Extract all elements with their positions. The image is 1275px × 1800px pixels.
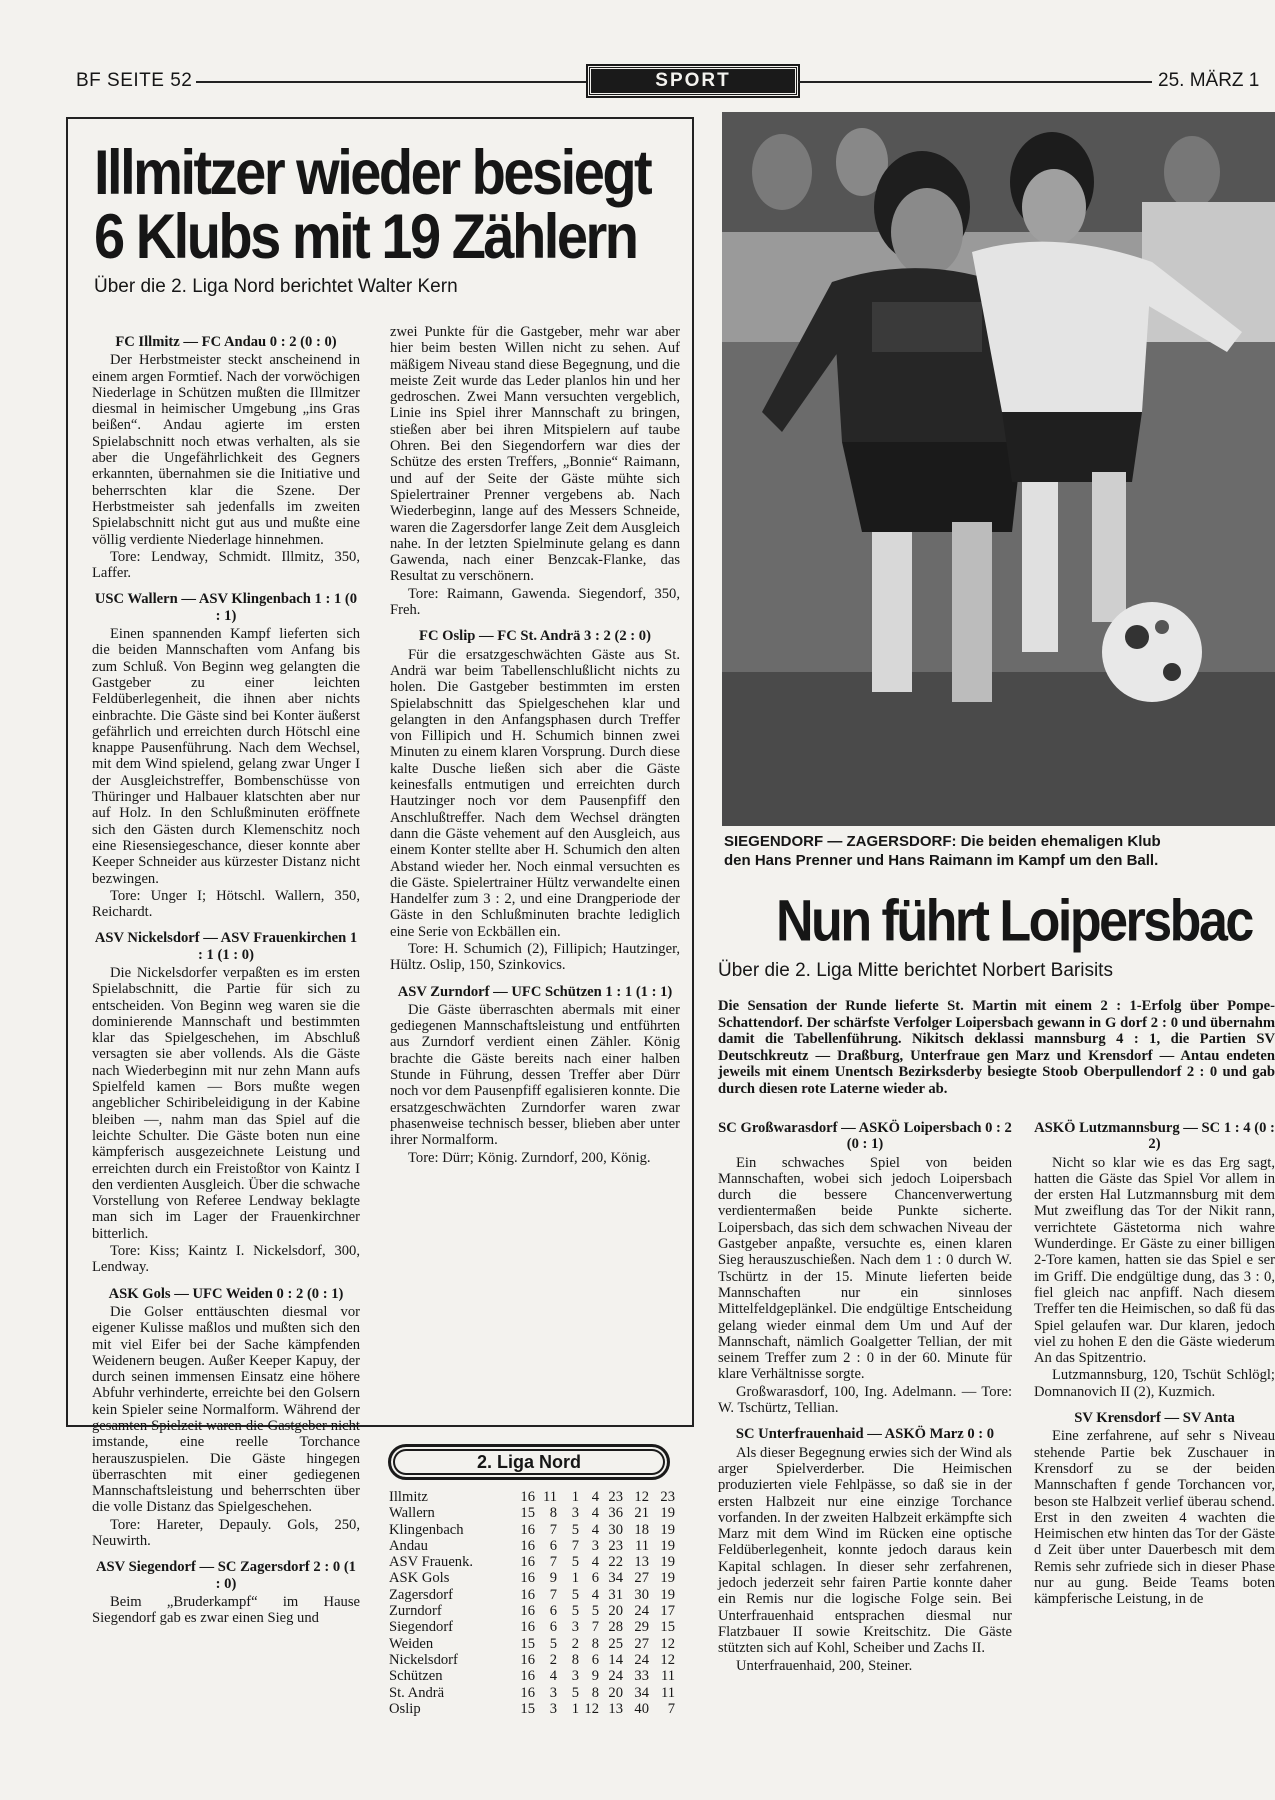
table-cell-value: 5 <box>571 1586 579 1603</box>
table-cell-value: 1 <box>571 1570 579 1587</box>
table-cell-team: Zagersdorf <box>389 1586 454 1603</box>
table-cell-value: 40 <box>634 1700 649 1717</box>
table-cell-value: 20 <box>608 1603 623 1620</box>
table-cell-value: 3 <box>571 1668 579 1685</box>
table-cell-value: 11 <box>660 1684 675 1701</box>
article2-subhead: Über die 2. Liga Mitte berichtet Norbert Barisits <box>718 960 1113 981</box>
match-title: USC Wallern — ASV Klingenbach 1 : 1 (0 : 1) <box>94 591 358 624</box>
header-rule-right <box>798 81 1152 83</box>
table-cell-value: 16 <box>520 1651 535 1668</box>
table-row <box>389 1570 675 1586</box>
match-report: Einen spannenden Kampf lieferten sich die beiden Mannschaften vom Anfang bis zum Schluß. Von Beginn weg gelangten die Gastgeber zu einer leichten Feldüberlegenheit, die ihnen aber nichts einbrachte. Die Gäste sind bei Konter äußerst gefährlich und erreichten durch Hötschl eine knappe Pausenführung. Nach dem Wechsel, mit dem Wind spielend, gelang zwar Unger I der Ausgleichstreffer, Bombenschüsse von Thüringer und Halbauer klatschten aber nur auf Holz. In den Schlußminuten eröffnete sich den Gästen durch Klemenschitz noch eine Riesensiegeschance, dieser konnte aber Keeper Schneider aus kürzester Distanz nicht bezwingen. <box>92 626 360 887</box>
table-row <box>389 1603 675 1619</box>
standings-table <box>389 1489 675 1717</box>
photo-caption-line2: den Hans Prenner und Hans Raimann im Kampf um den Ball. <box>724 852 1159 869</box>
table-row <box>389 1619 675 1635</box>
table-cell-team: Siegendorf <box>389 1619 454 1636</box>
table-cell-value: 14 <box>608 1651 623 1668</box>
table-cell-team: Illmitz <box>389 1489 428 1505</box>
table-cell-team: Nickelsdorf <box>389 1651 458 1668</box>
table-cell-value: 16 <box>520 1668 535 1685</box>
table-cell-value: 5 <box>571 1521 579 1538</box>
article1-column1 <box>92 334 360 1628</box>
table-cell-value: 6 <box>549 1619 557 1636</box>
table-cell-value: 4 <box>591 1505 599 1522</box>
table-row <box>389 1505 675 1521</box>
table-cell-value: 27 <box>634 1570 649 1587</box>
table-cell-value: 3 <box>591 1537 599 1554</box>
table-cell-value: 12 <box>584 1700 599 1717</box>
table-cell-value: 4 <box>591 1554 599 1571</box>
table-cell-value: 3 <box>549 1684 557 1701</box>
match-scorers: Tore: Raimann, Gawenda. Siegendorf, 350, Freh. <box>390 585 680 619</box>
page-number: BF SEITE 52 <box>76 70 193 91</box>
table-cell-value: 3 <box>571 1505 579 1522</box>
table-cell-value: 6 <box>549 1603 557 1620</box>
table-cell-value: 7 <box>549 1521 557 1538</box>
table-cell-value: 2 <box>549 1651 557 1668</box>
table-cell-value: 8 <box>549 1505 557 1522</box>
table-cell-value: 36 <box>608 1505 623 1522</box>
table-cell-value: 23 <box>660 1489 675 1505</box>
table-row <box>389 1685 675 1701</box>
article1-headline-line2: 6 Klubs mit 19 Zählern <box>94 201 637 272</box>
table-cell-value: 19 <box>660 1586 675 1603</box>
table-cell-value: 20 <box>608 1684 623 1701</box>
article2-column2 <box>1034 1120 1275 1609</box>
table-cell-value: 16 <box>520 1521 535 1538</box>
table-cell-value: 4 <box>591 1489 599 1505</box>
table-cell-team: Weiden <box>389 1635 434 1652</box>
table-cell-value: 11 <box>634 1537 649 1554</box>
table-cell-value: 3 <box>571 1619 579 1636</box>
match-title: SC Unterfrauenhaid — ASKÖ Marz 0 : 0 <box>735 1426 995 1443</box>
match-report: Für die ersatzgeschwächten Gäste aus St. Andrä war beim Tabellenschlußlicht nichts zu holen. Die Gastgeber bestimmten im ersten Spielabschnitt das Spielgeschehen klar und gelangten in den Anfangsphasen durch Treffer von Fillipich und H. Schumich binnen zwei Minuten zu einem klaren Vorsprung. Durch diese kalte Dusche ließen sich aber die Gäste keinesfalls entmutigen und erreichten durch Hautzinger noch vor dem Pausenpfiff den Anschlußtreffer. Nach dem Wechsel drängten dann die Gäste vehement auf den Ausgleich, aus einem Konter stellte aber H. Schumich den alten Abstand wieder her. Noch einmal versuchten es die Gäste. Spielertrainer Hültz verwandelte einen Handelfer zum 3 : 2, und eine Drangperiode der Gäste in den Schlußminuten brachte lediglich eine Serie von Eckbällen ein. <box>390 646 680 940</box>
photo-caption-line1: SIEGENDORF — ZAGERSDORF: Die beiden ehemaligen Klub <box>724 833 1161 850</box>
table-cell-value: 4 <box>591 1586 599 1603</box>
table-cell-value: 16 <box>520 1586 535 1603</box>
table-cell-team: St. Andrä <box>389 1684 445 1701</box>
table-row <box>389 1701 675 1717</box>
table-cell-team: Wallern <box>389 1505 435 1522</box>
table-cell-value: 5 <box>571 1684 579 1701</box>
table-cell-value: 6 <box>591 1651 599 1668</box>
table-cell-value: 7 <box>591 1619 599 1636</box>
table-cell-value: 16 <box>520 1684 535 1701</box>
table-cell-value: 1 <box>571 1700 579 1717</box>
table-cell-value: 7 <box>667 1700 675 1717</box>
table-cell-value: 7 <box>549 1586 557 1603</box>
table-row <box>389 1652 675 1668</box>
match-report: Die Golser enttäuschten diesmal vor eigener Kulisse maßlos und mußten sich den mit viel Eifer bei der Sache kämpfenden Weidenern beugen. Außer Keeper Kapuy, der durch seinen immensen Einsatz eine höhere Abfuhr verhinderte, erreichte bei den Golsern kein Spieler seine Normalform. Während der gesamten Spielzeit waren die Gastgeber nicht imstande, eine reelle Torchance herauszuspielen. Die Gäste hingegen überraschten mit einer gediegenen Mannschaftsleistung und beherrschten über die volle Distanz das Spielgeschehen. <box>92 1303 360 1516</box>
table-cell-value: 6 <box>549 1537 557 1554</box>
table-cell-team: Schützen <box>389 1668 443 1685</box>
table-cell-value: 24 <box>634 1651 649 1668</box>
table-cell-value: 5 <box>571 1603 579 1620</box>
table-cell-value: 19 <box>660 1521 675 1538</box>
table-cell-value: 4 <box>549 1668 557 1685</box>
table-cell-value: 34 <box>634 1684 649 1701</box>
match-scorers: Unterfrauenhaid, 200, Steiner. <box>736 1657 913 1674</box>
table-cell-value: 21 <box>634 1505 649 1522</box>
table-cell-value: 12 <box>660 1635 675 1652</box>
match-scorers: Lutzmannsburg, 120, Tschüt Schlögl; Domnanovich II (2), Kuzmich. <box>1034 1367 1275 1400</box>
match-scorers: Tore: Hareter, Depauly. Gols, 250, Neuwirth. <box>92 1516 360 1550</box>
table-cell-value: 30 <box>608 1521 623 1538</box>
table-cell-value: 7 <box>571 1537 579 1554</box>
match-scorers: Tore: H. Schumich (2), Fillipich; Hautzinger, Hültz. Oslip, 150, Szinkovics. <box>390 940 680 974</box>
match-title: ASV Zurndorf — UFC Schützen 1 : 1 (1 : 1) <box>397 983 673 1000</box>
match-scorers: Tore: Kiss; Kaintz I. Nickelsdorf, 300, Lendway. <box>92 1243 360 1276</box>
table-row <box>389 1636 675 1652</box>
table-cell-value: 8 <box>591 1635 599 1652</box>
table-cell-value: 16 <box>520 1570 535 1587</box>
article2-column1 <box>718 1120 1012 1678</box>
issue-date: 25. MÄRZ 1 <box>1158 70 1260 91</box>
table-cell-value: 16 <box>520 1489 535 1505</box>
match-report: Die Nickelsdorfer verpaßten es im ersten Spielabschnitt, die Partie für sich zu entscheiden. Von Beginn weg waren sie die dominierende Mannschaft und bestimmten klar das Spielgeschehen, im Abschluß versagten sie aber vollends. Als die Gäste nach Wiederbeginn mit nur zehn Mann aufs Spielfeld kamen — Bors mußte wegen angeblicher Schiribeleidigung in der Kabine bleiben —, nahm man das Spiel auf die leichte Schulter. Die Gäste boten nun eine kämpferisch ausgezeichnete Leistung und erreichten durch ein Freistoßtor von Kaintz I den verdienten Ausgleich. Über die schwache Vorstellung von Referee Lendway beklagte man sich im Lager der Frauenkirchner bitterlich. <box>92 964 360 1242</box>
table-cell-value: 4 <box>591 1521 599 1538</box>
table-cell-value: 15 <box>520 1700 535 1717</box>
match-title: FC Illmitz — FC Andau 0 : 2 (0 : 0) <box>115 334 337 350</box>
match-report: Als dieser Begegnung erwies sich der Wind als arger Spielverderber. Die Heimischen produzierten viele Fehlpässe, so daß sie in der ersten Halbzeit nur eine einzige Torchance vorfanden. In der zweiten Halbzeit erkämpfte sich Marz mit dem Wind im Rücken eine optische Feldüberlegenheit, konnte jedoch daraus kein Kapital schlagen. In dieser sehr zerfahrenen, jedoch jederzeit sehr fairen Partie konnte daher ein Remis nur die logische Folge sein. Bei Unterfrauenhaid entsprachen diesmal nur Flatzbauer II sowie Kreitschitz. Die Gäste stützten sich auf Kohl, Scheiber und Zachs II. <box>718 1444 1012 1657</box>
match-title: SV Krensdorf — SV Anta <box>1074 1410 1235 1427</box>
table-cell-value: 8 <box>591 1684 599 1701</box>
table-cell-value: 19 <box>660 1505 675 1522</box>
table-row <box>389 1668 675 1684</box>
table-cell-value: 12 <box>634 1489 649 1505</box>
table-cell-value: 13 <box>608 1700 623 1717</box>
table-cell-value: 16 <box>520 1537 535 1554</box>
article2-lead: Die Sensation der Runde lieferte St. Martin mit einem 2 : 1-Erfolg über Pompe-Schattendorf. Der schärfste Verfolger Loipersbach gewann in G dorf 2 : 0 und übernahm damit die Tabellenführung. Nikitsch deklassi mannsburg 4 : 1, die Partien SV Deutschkreutz — Draßburg, Unterfraue gen Marz und Krensdorf — Antau endeten jeweils mit einem Unentsch Bezirksderby besiegte Stoob Oberpullendorf 2 : 0 und gab durch diesen rote Laterne wieder ab. <box>718 998 1275 1097</box>
table-cell-value: 16 <box>520 1554 535 1571</box>
article1-headline-line1: Illmitzer wieder besiegt <box>94 137 651 208</box>
table-cell-value: 2 <box>571 1635 579 1652</box>
photo-caption <box>724 832 1275 870</box>
table-cell-value: 22 <box>608 1554 623 1571</box>
table-row <box>389 1522 675 1538</box>
match-report: Die Gäste überraschten abermals mit einer gediegenen Mannschaftsleistung und entführten aus Zurndorf verdient einen Zähler. König brachte die Gäste bereits nach einer halben Stunde in Führung, dessen Treffer aber Dürr noch vor dem Pausenpfiff egalisieren konnte. Die ersatzgeschwächten Zurndorfer waren zwar phasenweise technisch besser, blieben aber unter ihrer Normalform. <box>390 1001 680 1149</box>
article2-headline: Nun führt Loipersbac <box>776 889 1252 955</box>
table-cell-value: 16 <box>520 1603 535 1620</box>
article1-subhead: Über die 2. Liga Nord berichtet Walter Kern <box>94 276 458 297</box>
table-title: 2. Liga Nord <box>388 1444 670 1480</box>
table-cell-value: 24 <box>634 1603 649 1620</box>
table-cell-value: 5 <box>591 1603 599 1620</box>
table-cell-value: 12 <box>660 1651 675 1668</box>
table-row <box>389 1538 675 1554</box>
table-row <box>389 1554 675 1570</box>
table-cell-value: 19 <box>660 1537 675 1554</box>
match-photo-illustration <box>722 112 1275 826</box>
match-scorers: Großwarasdorf, 100, Ing. Adelmann. — Tore: W. Tschürtz, Tellian. <box>718 1383 1012 1417</box>
table-cell-value: 18 <box>634 1521 649 1538</box>
match-title: FC Oslip — FC St. Andrä 3 : 2 (2 : 0) <box>419 628 651 645</box>
header-rule-left <box>196 81 588 83</box>
match-report: zwei Punkte für die Gastgeber, mehr war aber hier beim besten Willen nicht zu sehen. Auf mäßigem Niveau stand diese Begegnung, und die meiste Zeit wurde das Leder planlos hin und her gedroschen. Zwei Mann versuchten vergeblich, Linie ins Spiel ihrer Mannschaft zu bringen, stießen aber bei ihren Mitspielern auf taube Ohren. Bei den Siegendorfern war dies der Schütze des ersten Treffers, „Bonnie“ Raimann, und auf der Seite der Gäste mühte sich Spielertrainer Prenner vergebens ab. Nach Wiederbeginn, lange auf des Messers Schneide, waren die Zagersdorfer lange Zeit dem Ausgleich nahe. In der letzten Spielminute gelang es dann Gawenda, nach einer Benzcak-Flanke, das Resultat zu verschönern. <box>390 324 680 585</box>
table-cell-value: 11 <box>660 1668 675 1685</box>
table-cell-value: 23 <box>608 1489 623 1505</box>
table-cell-value: 15 <box>520 1635 535 1652</box>
table-cell-value: 13 <box>634 1554 649 1571</box>
table-cell-team: Zurndorf <box>389 1603 442 1620</box>
table-cell-team: Klingenbach <box>389 1521 464 1538</box>
match-report: Der Herbstmeister steckt anscheinend in einem argen Formtief. Nach der vorwöchigen Niederlage in Schützen mußten die Illmitzer diesmal in heimischer Umgebung „ins Gras beißen“. Andau agierte im ersten Spielabschnitt noch etwas verhalten, als sie aber die Ungefährlichkeit des Gegners erkannten, übernahmen sie die Initiative und beherrschten klar die Szene. Der Herbstmeister sah jedenfalls im zweiten Spielabschnitt nicht gut aus und mußte eine völlig verdiente Niederlage hinnehmen. <box>92 352 360 548</box>
table-cell-value: 1 <box>571 1489 579 1505</box>
table-cell-value: 16 <box>520 1619 535 1636</box>
table-cell-value: 24 <box>608 1668 623 1685</box>
table-cell-value: 9 <box>591 1668 599 1685</box>
table-cell-team: Andau <box>389 1537 428 1554</box>
match-title: ASV Siegendorf — SC Zagersdorf 2 : 0 (1 : 0) <box>96 1559 356 1592</box>
table-cell-value: 15 <box>660 1619 675 1636</box>
table-cell-value: 15 <box>520 1505 535 1522</box>
table-cell-value: 8 <box>571 1651 579 1668</box>
match-report: Beim „Bruderkampf“ im Hause Siegendorf gab es zwar einen Sieg und <box>92 1593 360 1627</box>
table-row <box>389 1587 675 1603</box>
section-label: SPORT <box>588 66 798 96</box>
table-cell-value: 11 <box>542 1489 557 1505</box>
table-cell-value: 28 <box>608 1619 623 1636</box>
table-cell-value: 27 <box>634 1635 649 1652</box>
match-scorers: Tore: Lendway, Schmidt. Illmitz, 350, Laffer. <box>92 548 360 582</box>
match-report: Nicht so klar wie es das Erg sagt, hatten die Gäste das Spiel Vor allem in der ersten Hal Lutzmannsburg mit dem Mut zweiflung das Tor der Nikit rann, verrichtete Gästetorma nich wahre Wunderdinge. Er Gäste zu einer billigen 2-Tore kamen, hatten sie das Spiel e ser im Griff. Die endgültige dung, das 3 : 0, fiel gleich nac anpfiff. Nach diesem Treffer ten die Heimischen, so daß fü das Spiel gelaufen war. Dur klaren, jedoch viel zu hohen E den die Gäste wiederum An das Spitzentrio. <box>1034 1154 1275 1367</box>
table-cell-team: ASK Gols <box>389 1570 450 1587</box>
match-title: ASV Nickelsdorf — ASV Frauenkirchen 1 : 1 (1 : 0) <box>94 930 358 963</box>
table-cell-value: 17 <box>660 1603 675 1620</box>
table-cell-value: 34 <box>608 1570 623 1587</box>
table-cell-value: 29 <box>634 1619 649 1636</box>
table-cell-value: 6 <box>591 1570 599 1587</box>
table-cell-value: 30 <box>634 1586 649 1603</box>
match-report: Ein schwaches Spiel von beiden Mannschaften, wobei sich jedoch Loipersbach durch die bessere Chancenverwertung verdientermaßen beide Punkte sicherte. Loipersbach, das sich dem schwachen Niveau der Gastgeber anpaßte, versuchte es, einen klaren Sieg herauszuschießen. Nach dem 1 : 0 durch W. Tschürtz in der 15. Minute lieferten beide Mannschaften nur ein sinnloses Mittelfeldgeplänkel. Die endgültige Entscheidung gelang wieder einmal dem Um und Auf der Mannschaft, nämlich Goalgetter Tellian, der mit seinem Treffer zum 2 : 0 in der 60. Minute für klare Verhältnisse sorgte. <box>718 1154 1012 1383</box>
table-cell-value: 9 <box>549 1570 557 1587</box>
match-scorers: Tore: Dürr; König. Zurndorf, 200, König. <box>408 1149 651 1166</box>
table-cell-value: 25 <box>608 1635 623 1652</box>
match-photo <box>722 112 1275 826</box>
table-cell-value: 33 <box>634 1668 649 1685</box>
table-cell-value: 23 <box>608 1537 623 1554</box>
match-scorers: Tore: Unger I; Hötschl. Wallern, 350, Reichardt. <box>92 887 360 921</box>
table-cell-team: Oslip <box>389 1700 421 1717</box>
article1-column2 <box>390 324 680 1170</box>
table-cell-team: ASV Frauenk. <box>389 1554 474 1571</box>
table-cell-value: 7 <box>549 1554 557 1571</box>
match-title: ASK Gols — UFC Weiden 0 : 2 (0 : 1) <box>108 1285 344 1302</box>
table-cell-value: 5 <box>571 1554 579 1571</box>
table-row <box>389 1489 675 1505</box>
match-title: ASKÖ Lutzmannsburg — SC 1 : 4 (0 : 2) <box>1034 1120 1275 1153</box>
match-title: SC Großwarasdorf — ASKÖ Loipersbach 0 : 2 (0 : 1) <box>718 1120 1012 1153</box>
table-cell-value: 3 <box>549 1700 557 1717</box>
table-cell-value: 19 <box>660 1554 675 1571</box>
table-cell-value: 31 <box>608 1586 623 1603</box>
table-cell-value: 19 <box>660 1570 675 1587</box>
match-report: Eine zerfahrene, auf sehr s Niveau stehende Partie bek Zuschauer in Krensdorf zu se der beiden Mannschaften f gende Torchancen vor, beson ste Halbzeit verlief überau schend. Erst in den zweiten 4 wachten die Heimischen etw hinten das Tor der Gäste d Zeit über unter Dauerbesch mit dem Remis sehr zufriede sich in dieser Phase nur au gung. Beide Teams boten kämpferische Leistung, in de <box>1034 1428 1275 1608</box>
table-cell-value: 5 <box>549 1635 557 1652</box>
